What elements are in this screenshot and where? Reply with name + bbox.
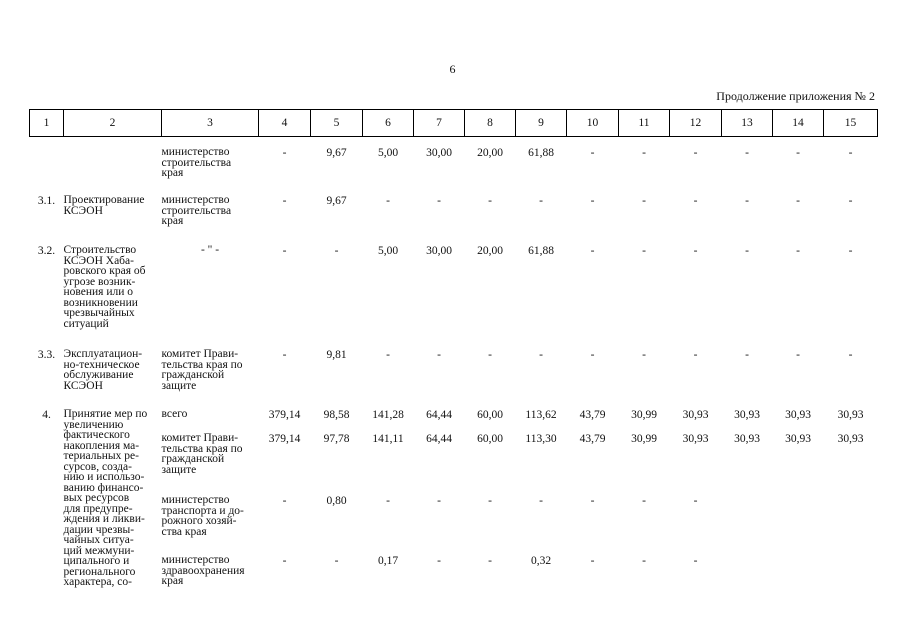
value-cell: 30,93 bbox=[785, 409, 811, 421]
value-cell: 379,14 bbox=[268, 409, 301, 421]
value-cell: 9,67 bbox=[326, 147, 347, 159]
value-cell: - bbox=[590, 349, 595, 361]
header-cell: 12 bbox=[670, 110, 722, 137]
value-cell: - bbox=[590, 245, 595, 257]
value-cell: 30,00 bbox=[426, 147, 452, 159]
value-cell: 20,00 bbox=[477, 245, 503, 257]
value-cell: 60,00 bbox=[477, 409, 503, 421]
page-number: 6 bbox=[449, 62, 456, 76]
value-cell: 30,00 bbox=[426, 245, 452, 257]
value-cell: 64,44 bbox=[426, 409, 452, 421]
value-cell: - bbox=[693, 349, 698, 361]
value-cell: 30,93 bbox=[682, 433, 709, 445]
value-cell: 0,80 bbox=[326, 495, 347, 507]
value-cell: 43,79 bbox=[579, 409, 606, 421]
value-cell: 30,93 bbox=[837, 409, 864, 421]
value-cell: - bbox=[282, 195, 287, 207]
value-cell: - bbox=[437, 495, 441, 507]
value-cell: - bbox=[437, 349, 441, 361]
value-cell: 30,93 bbox=[734, 409, 760, 421]
header-cell: 3 bbox=[162, 110, 259, 137]
value-cell: 0,17 bbox=[377, 555, 399, 567]
value-cell: 43,79 bbox=[579, 433, 606, 445]
value-cell: - bbox=[282, 147, 287, 159]
value-cell: - bbox=[282, 245, 287, 257]
value-cell: 141,28 bbox=[372, 409, 404, 421]
value-cell: - bbox=[745, 349, 749, 361]
executor: министерство строительства края bbox=[161, 194, 232, 227]
value-cell: 141,11 bbox=[372, 433, 404, 445]
measure-name: Эксплуатацион- но-техническое обслуживание КСЭОН bbox=[63, 348, 143, 392]
value-cell: 97,78 bbox=[323, 433, 350, 445]
value-cell: - bbox=[386, 349, 390, 361]
table-row bbox=[30, 243, 878, 347]
row-number bbox=[30, 553, 64, 593]
value-cell: - bbox=[848, 245, 853, 257]
value-cell: - bbox=[386, 195, 390, 207]
row-number: 3.1. bbox=[37, 195, 56, 207]
value-cell: - bbox=[539, 349, 543, 361]
value-cell: - bbox=[642, 349, 646, 361]
value-cell: - bbox=[693, 495, 698, 507]
value-cell: - bbox=[745, 245, 749, 257]
row-number: 3.3. bbox=[37, 349, 56, 361]
header-cell: 7 bbox=[414, 110, 465, 137]
header-cell: 8 bbox=[465, 110, 516, 137]
value-cell: - bbox=[590, 495, 595, 507]
value-cell: 30,93 bbox=[837, 433, 864, 445]
header-row bbox=[30, 110, 878, 137]
continuation-label: Продолжение приложения № 2 bbox=[716, 89, 875, 103]
measure-name: Принятие мер по увеличению фактического накопления ма- териальных ре- сурсов, созда- нию и использо- ванию финансо- вых ресурсов для предупре- ждения и ликви- дации чрезвы- чайных ситуа- ций межмуни- ципального и регионального характера, со- bbox=[63, 408, 148, 588]
row-number bbox=[30, 145, 64, 193]
header-cell: 1 bbox=[30, 110, 64, 137]
header-cell: 2 bbox=[64, 110, 162, 137]
value-cell: - bbox=[488, 495, 492, 507]
value-cell: 0,32 bbox=[530, 555, 552, 567]
value-cell: - bbox=[488, 555, 492, 567]
executor: - " - bbox=[200, 244, 220, 256]
measure-name bbox=[64, 145, 162, 193]
header-cell: 13 bbox=[722, 110, 773, 137]
value-cell: 30,93 bbox=[734, 433, 760, 445]
value-cell: - bbox=[590, 555, 595, 567]
value-cell: - bbox=[848, 195, 853, 207]
value-cell: - bbox=[642, 147, 646, 159]
executor: всего bbox=[161, 408, 188, 420]
value-cell: - bbox=[693, 555, 698, 567]
value-cell: - bbox=[334, 245, 339, 257]
value-cell: - bbox=[488, 349, 492, 361]
header-cell: 10 bbox=[567, 110, 619, 137]
header-cell: 5 bbox=[311, 110, 363, 137]
value-cell: 61,88 bbox=[528, 147, 554, 159]
value-cell: - bbox=[796, 349, 800, 361]
value-cell: 98,58 bbox=[323, 409, 350, 421]
header-cell: 15 bbox=[824, 110, 878, 137]
value-cell: - bbox=[745, 147, 749, 159]
value-cell: 64,44 bbox=[426, 433, 452, 445]
value-cell: - bbox=[693, 245, 698, 257]
value-cell: - bbox=[334, 555, 339, 567]
header-cell: 4 bbox=[259, 110, 311, 137]
value-cell: 113,30 bbox=[525, 433, 557, 445]
executor: министерство строительства края bbox=[161, 146, 232, 179]
executor: комитет Прави- тельства края по гражданской защите bbox=[161, 432, 243, 476]
row-number bbox=[30, 493, 64, 553]
value-cell: 61,88 bbox=[528, 245, 554, 257]
value-cell: - bbox=[590, 147, 595, 159]
spacer-row bbox=[30, 137, 878, 146]
appendix-table bbox=[29, 109, 878, 593]
value-cell: - bbox=[642, 555, 646, 567]
value-cell: - bbox=[642, 245, 646, 257]
row-number: 4. bbox=[42, 409, 51, 421]
table-row bbox=[30, 145, 878, 193]
value-cell: - bbox=[693, 147, 698, 159]
value-cell: - bbox=[539, 195, 543, 207]
value-cell: 30,99 bbox=[631, 433, 657, 445]
value-cell: - bbox=[539, 495, 543, 507]
value-cell: - bbox=[282, 349, 287, 361]
value-cell: - bbox=[796, 245, 800, 257]
value-cell: 60,00 bbox=[477, 433, 503, 445]
value-cell: 30,99 bbox=[631, 409, 657, 421]
table-row bbox=[30, 347, 878, 407]
value-cell: - bbox=[745, 195, 749, 207]
table-row bbox=[30, 193, 878, 243]
value-cell: 5,00 bbox=[377, 147, 399, 159]
value-cell: - bbox=[590, 195, 595, 207]
header-cell: 6 bbox=[363, 110, 414, 137]
value-cell: - bbox=[642, 495, 646, 507]
value-cell: 5,00 bbox=[377, 245, 399, 257]
value-cell: - bbox=[282, 495, 287, 507]
header-cell: 11 bbox=[619, 110, 670, 137]
value-cell: 9,67 bbox=[326, 195, 347, 207]
executor: министерство здравоохранения края bbox=[161, 554, 245, 587]
value-cell: 30,93 bbox=[785, 433, 811, 445]
value-cell: 379,14 bbox=[268, 433, 301, 445]
header-cell: 14 bbox=[773, 110, 824, 137]
value-cell: - bbox=[693, 195, 698, 207]
value-cell: - bbox=[282, 555, 287, 567]
value-cell: - bbox=[796, 195, 800, 207]
value-cell: 9,81 bbox=[326, 349, 347, 361]
value-cell: - bbox=[848, 147, 853, 159]
value-cell: - bbox=[437, 195, 441, 207]
value-cell: - bbox=[796, 147, 800, 159]
value-cell: - bbox=[437, 555, 441, 567]
executor: министерство транспорта и до- рожного хозяй- ства края bbox=[161, 494, 244, 538]
value-cell: - bbox=[386, 495, 390, 507]
value-cell: 113,62 bbox=[525, 409, 557, 421]
row-number: 3.2. bbox=[37, 245, 56, 257]
measure-name: Проектирование КСЭОН bbox=[63, 194, 145, 217]
row-number bbox=[30, 431, 64, 493]
value-cell: 30,93 bbox=[682, 409, 709, 421]
value-cell: - bbox=[488, 195, 492, 207]
header-cell: 9 bbox=[516, 110, 567, 137]
executor: комитет Прави- тельства края по гражданской защите bbox=[161, 348, 243, 392]
value-cell: - bbox=[848, 349, 853, 361]
value-cell: - bbox=[642, 195, 646, 207]
table-row bbox=[30, 407, 878, 431]
measure-name: Строительство КСЭОН Хаба- ровского края об угрозе возник- новения или о возникновении чрезвычайных ситуаций bbox=[63, 244, 146, 330]
value-cell: 20,00 bbox=[477, 147, 503, 159]
